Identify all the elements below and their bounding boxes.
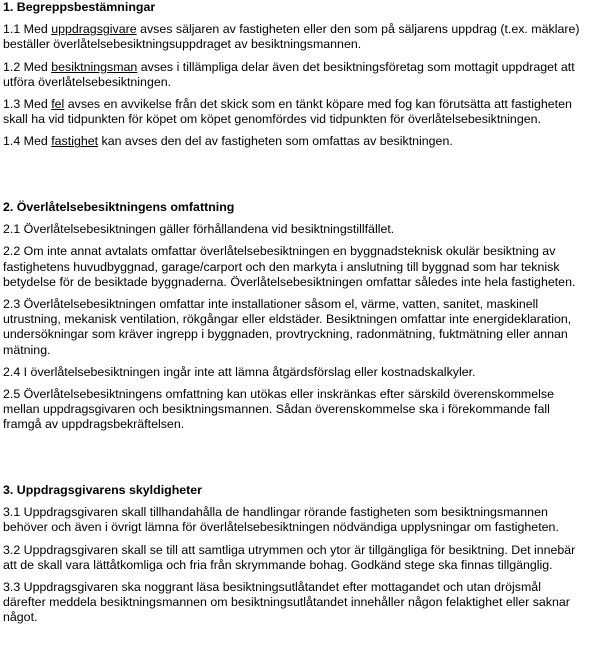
- defined-term: uppdragsgivare: [51, 22, 137, 37]
- paragraph-3-1: 3.1 Uppdragsgivaren skall tillhandahålla de handlingar rörande fastigheten som besiktningsmannen behöver och även i övrigt lämna för överlåtelsebesiktningen nödvändiga upplysningar om fastigheten.: [3, 505, 559, 535]
- paragraph-text: avses en avvikelse från det skick som en tänkt köpare med fog kan förutsätta att fastigheten skall ha vid tidpunkten för köpet om köpet genomfördes vid tidpunkten för överlåtelsebesiktningen.: [3, 97, 572, 127]
- section-definitions: [3, 0, 581, 150]
- paragraph-1-3: [3, 97, 581, 127]
- paragraph-3-3: 3.3 Uppdragsgivaren ska noggrant läsa besiktningsutlåtandet efter mottagandet och utan dröjsmål därefter meddela besiktningsmannen om besiktningsutlåtandet innehåller någon felaktighet eller saknar något.: [3, 580, 570, 625]
- defined-term: fastighet: [51, 134, 99, 149]
- paragraph-1-2: [3, 60, 581, 90]
- section-client-obligations: [3, 483, 581, 626]
- defined-term: fel: [51, 97, 65, 112]
- paragraph-1-4: [3, 134, 581, 149]
- paragraph-2-1: 2.1 Överlåtelsebesiktningen gäller förhållandena vid besiktningstillfället.: [3, 222, 395, 237]
- paragraph-2-4: 2.4 I överlåtelsebesiktningen ingår inte att lämna åtgärdsförslag eller kostnadskalkyler.: [3, 364, 476, 379]
- section-heading: 3. Uppdragsgivarens skyldigheter: [3, 483, 203, 497]
- paragraph-prefix: 1.2 Med: [3, 59, 52, 74]
- paragraph-prefix: 1.3 Med: [3, 97, 52, 112]
- section-heading: 2. Överlåtelsebesiktningens omfattning: [3, 200, 235, 214]
- paragraph-2-3: 2.3 Överlåtelsebesiktningen omfattar inte installationer såsom el, värme, vatten, sanitet, maskinell utrustning, mekanisk ventilation, rökgångar eller eldstäder. Besiktningen omfattar inte energideklaration, undersökningar som kräver ingrepp i byggnaden, provtryckning, radonmätning, fuktmätning eller annan mätning.: [3, 297, 572, 357]
- paragraph-prefix: 1.4 Med: [3, 134, 52, 149]
- paragraph-text: kan avses den del av fastigheten som omfattas av besiktningen.: [98, 134, 453, 149]
- paragraph-prefix: 1.1 Med: [3, 22, 52, 37]
- section-heading: 1. Begreppsbestämningar: [3, 0, 156, 14]
- paragraph-3-2: 3.2 Uppdragsgivaren skall se till att samtliga utrymmen och ytor är tillgängliga för besiktning. Det innebär att de skall vara lättåtkomliga och fria från skrymmande bohag. Godkänd stege ska finnas tillgänglig.: [3, 542, 576, 572]
- paragraph-text: avses säljaren av fastigheten eller den som på säljarens uppdrag (t.ex. mäklare) beställer överlåtelsebesiktningsuppdraget av besiktningsmannen.: [3, 22, 580, 52]
- paragraph-2-5: 2.5 Överlåtelsebesiktningens omfattning kan utökas eller inskränkas efter särskild överenskommelse mellan uppdragsgivaren och besiktningsmannen. Sådan överenskommelse ska i förekommande fall framgå av uppdragsbekräftelsen.: [3, 387, 554, 432]
- paragraph-1-1: [3, 22, 581, 52]
- paragraph-2-2: 2.2 Om inte annat avtalats omfattar överlåtelsebesiktningen en byggnadsteknisk okulär besiktning av fastighetens huvudbyggnad, garage/carport och den markyta i anslutning till byggnad som har teknisk betydelse för de besiktade byggnaderna. Överlåtelsebesiktningen omfattar således inte hela fastigheten.: [3, 244, 576, 289]
- paragraph-text: avses i tillämpliga delar även det besiktningsföretag som mottagit uppdraget att utföra överlåtelsebesiktningen.: [3, 59, 575, 89]
- section-scope: [3, 200, 581, 433]
- defined-term: besiktningsman: [51, 59, 138, 74]
